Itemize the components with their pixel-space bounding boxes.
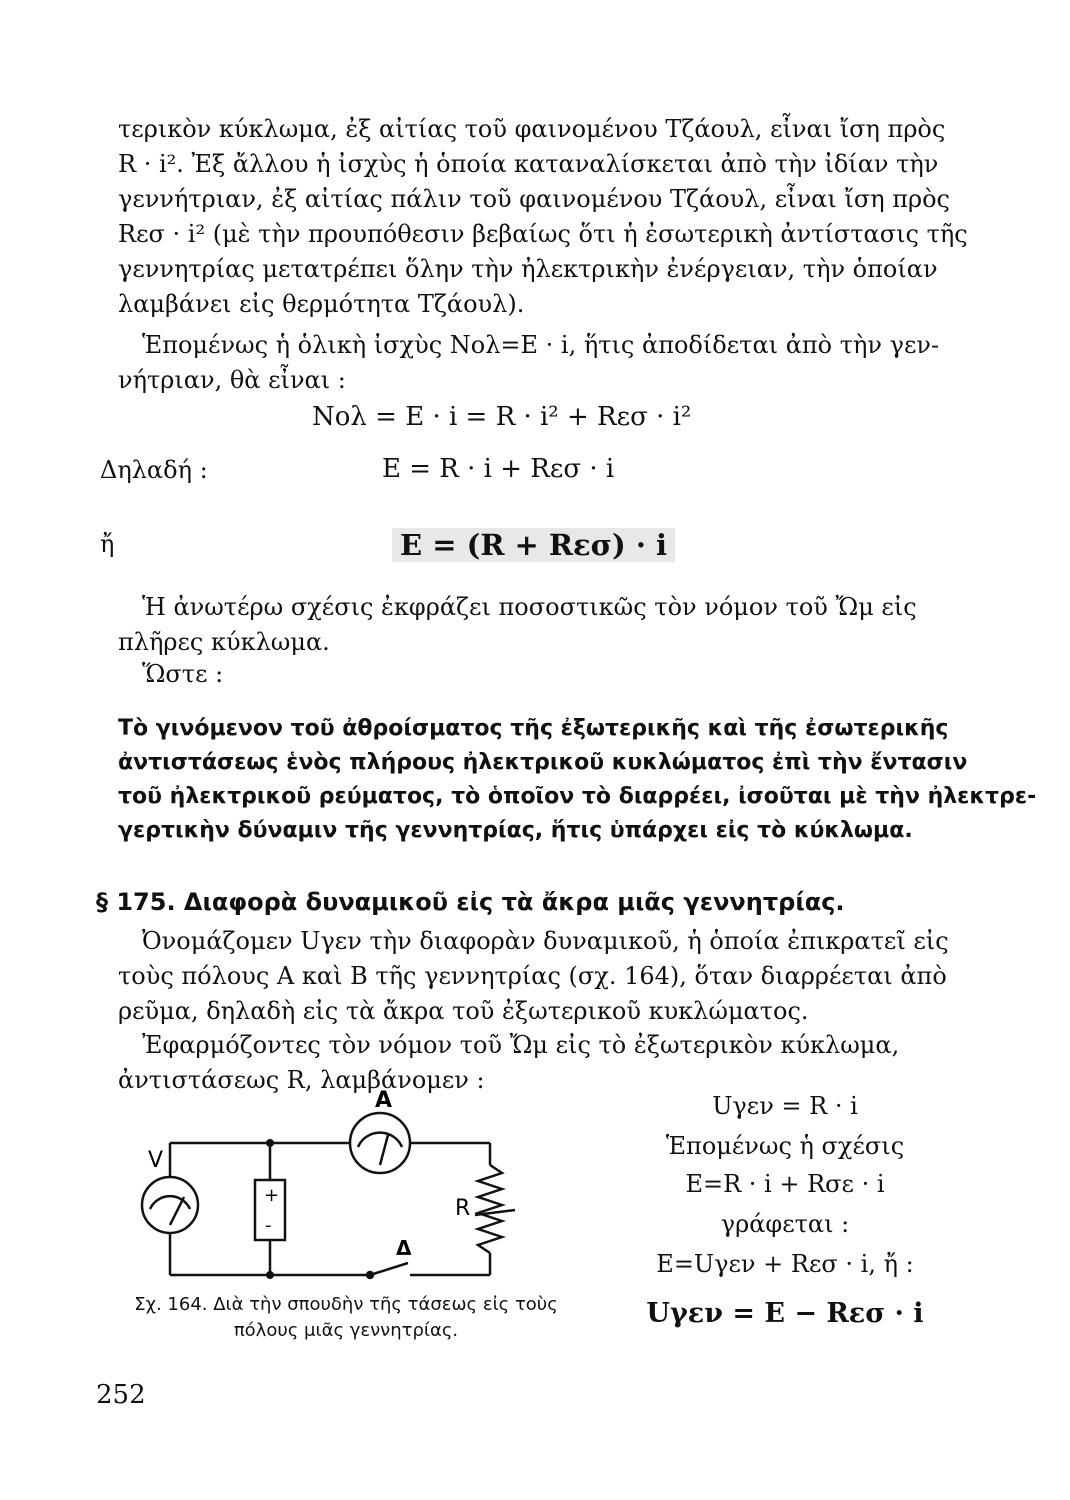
caption-line: Σχ. 164. Διὰ τὴν σπουδὴν τῆς τάσεως εἰς τοὺς: [134, 1294, 558, 1315]
text-written: γράφεται :: [720, 1210, 850, 1238]
minus-sign: -: [265, 1215, 272, 1236]
text-line: Ὀνομάζομεν Uγεν τὴν διαφορὰν δυναμικοῦ, ἡ ὁποία ἐπικρατεῖ εἰς: [142, 927, 949, 955]
text-line: R · i². Ἐξ ἄλλου ἡ ἰσχὺς ἡ ὁποία καταναλίσκεται ἀπὸ τὴν ἰδίαν τὴν: [118, 150, 939, 178]
text-line: ρεῦμα, δηλαδὴ εἰς τὰ ἄκρα τοῦ ἐξωτερικοῦ κυκλώματος.: [118, 997, 809, 1025]
text-line: πλῆρες κύκλωμα.: [118, 628, 330, 656]
text-line: γεννήτριαν, ἐξ αἰτίας πάλιν τοῦ φαινομένου Τζάουλ, εἶναι ἴση πρὸς: [118, 185, 950, 213]
resistor-zigzag: [478, 1165, 502, 1253]
text-line: γερτικὴν δύναμιν τῆς γεννητρίας, ἥτις ὑπάρχει εἰς τὸ κύκλωμα.: [118, 818, 913, 843]
label-oste: Ὥστε :: [142, 660, 224, 688]
caption-line: πόλους μιᾶς γεννητρίας.: [233, 1320, 459, 1341]
switch-pivot: [367, 1272, 373, 1278]
switch-blade: [370, 1263, 408, 1275]
text-line: τοῦ ἠλεκτρικοῦ ρεύματος, τὸ ὁποῖον τὸ διαρρέει, ἰσοῦται μὲ τὴν ἠλεκτρε-: [118, 784, 1037, 809]
text-line: Ἑπομένως ἡ ὁλικὴ ἰσχὺς Nολ=E · i, ἥτις ἀποδίδεται ἀπὸ τὴν γεν-: [142, 331, 940, 359]
page-number: 252: [96, 1380, 146, 1410]
text-line: λαμβάνει εἰς θερμότητα Τζάουλ).: [118, 290, 525, 318]
circuit-diagram: [130, 1085, 530, 1285]
resistor-label: R: [455, 1196, 471, 1221]
junction-dot: [266, 1271, 274, 1279]
equation-uterm: Uγεν = R · i: [712, 1092, 858, 1120]
text-line: ἀντιστάσεως R, λαμβάνομεν :: [118, 1066, 485, 1094]
switch-label: Δ: [396, 1236, 412, 1260]
text-line: τερικὸν κύκλωμα, ἐξ αἰτίας τοῦ φαινομένου Τζάουλ, εἶναι ἴση πρὸς: [118, 115, 946, 143]
text-line: νήτριαν, θὰ εἶναι :: [118, 366, 346, 394]
equation-power: Nολ = E · i = R · i² + Rεσ · i²: [312, 402, 692, 432]
paragraph-2: [118, 328, 940, 398]
paragraph-4: [118, 924, 949, 1029]
ammeter-label: A: [375, 1088, 393, 1113]
section-heading: § 175. Διαφορὰ δυναμικοῦ εἰς τὰ ἄκρα μιᾶς γεννητρίας.: [96, 888, 845, 916]
text-line: γεννητρίας μετατρέπει ὅλην τὴν ἠλεκτρικὴν ἐνέργειαν, τὴν ὁποίαν: [118, 255, 938, 283]
equation-uterm-result: Uγεν = E − Rεσ · i: [646, 1298, 924, 1329]
paragraph-3: [118, 590, 928, 660]
equation-emf-repeat: E=R · i + Rσε · i: [685, 1170, 885, 1198]
figure-caption: [96, 1292, 596, 1344]
plus-sign: +: [264, 1185, 280, 1206]
text-line: Ἐφαρμόζοντες τὸν νόμον τοῦ Ὤμ εἰς τὸ ἐξωτερικὸν κύκλωμα,: [142, 1031, 900, 1059]
label-or: ἤ: [100, 530, 115, 558]
text-line: ἀντιστάσεως ἑνὸς πλήρους ἠλεκτρικοῦ κυκλώματος ἐπὶ τὴν ἔντασιν: [118, 750, 968, 775]
text-line: Rεσ · i² (μὲ τὴν προυπόθεσιν βεβαίως ὅτι ἡ ἐσωτερικὴ ἀντίστασις τῆς: [118, 220, 968, 248]
equation-emf: E = R · i + Rεσ · i: [382, 454, 615, 484]
law-statement: [118, 712, 1037, 848]
text-line: Τὸ γινόμενον τοῦ ἀθροίσματος τῆς ἐξωτερικῆς καὶ τῆς ἐσωτερικῆς: [118, 716, 949, 741]
voltmeter-label: V: [148, 1148, 164, 1173]
text-line: τοὺς πόλους Α καὶ Β τῆς γεννητρίας (σχ. 164), ὅταν διαρρέεται ἀπὸ: [118, 962, 947, 990]
equation-emf-uterm: E=Uγεν + Rεσ · i, ἤ :: [656, 1250, 914, 1278]
text-line: Ἡ ἀνωτέρω σχέσις ἐκφράζει ποσοστικῶς τὸν νόμον τοῦ Ὤμ εἰς: [142, 593, 917, 621]
text-therefore: Ἑπομένως ἡ σχέσις: [665, 1132, 905, 1160]
equation-ohm-full-circuit: E = (R + Rεσ) · i: [392, 528, 675, 562]
junction-dot: [266, 1139, 274, 1147]
paragraph-1: [118, 112, 968, 322]
label-dilady: Δηλαδή :: [100, 456, 208, 484]
